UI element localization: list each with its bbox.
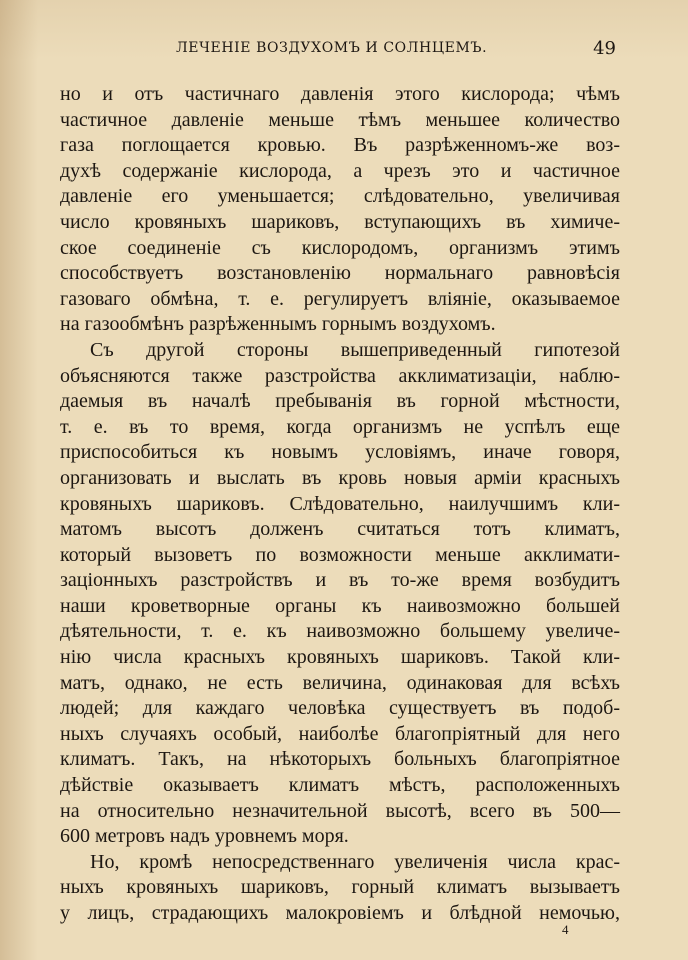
text-line: дѣйствіе оказываетъ климатъ мѣстъ, расположенныхъ [60, 774, 620, 797]
text-line: дѣятельности, т. е. къ наивозможно большему увеличе- [60, 620, 620, 643]
text-line: заціонныхъ разстройствъ и въ то-же время возбудитъ [60, 569, 620, 592]
page-number: 49 [593, 38, 616, 59]
text-line: климатъ. Такъ, на нѣкоторыхъ больныхъ благопріятное [60, 748, 620, 771]
text-line: ныхъ случаяхъ особый, наиболѣе благопріятный для него [60, 722, 620, 745]
text-line: даемыя въ началѣ пребыванія въ горной мѣстности, [60, 390, 620, 413]
text-line: на газообмѣнъ разрѣженнымъ горнымъ воздухомъ. [60, 313, 496, 336]
text-line: объясняются также разстройства акклиматизаціи, наблю- [60, 364, 620, 387]
text-line: людей; для каждаго человѣка существуетъ въ подоб- [60, 697, 620, 720]
text-line: матъ, однако, не есть величина, одинаковая для всѣхъ [60, 671, 620, 694]
text-line: у лицъ, страдающихъ малокровіемъ и блѣдной немочью, [60, 902, 620, 924]
paragraph-start-line: Но, кромѣ непосредственнаго увеличенія числа крас- [90, 850, 620, 873]
text-line: ское соединеніе съ кислородомъ, организмъ этимъ [60, 236, 620, 259]
text-line: матомъ высотъ долженъ считаться тотъ климатъ, [60, 518, 620, 541]
text-line: частичное давленіе меньше тѣмъ меньшее количество [60, 108, 620, 131]
paragraph-start-line: Съ другой стороны вышеприведенный гипотезой [90, 338, 620, 361]
text-line: наши кроветворные органы къ наивозможно большей [60, 594, 620, 617]
page-header [176, 38, 616, 60]
text-line: приспособиться къ новымъ условіямъ, иначе говоря, [60, 441, 620, 464]
text-line: духѣ содержаніе кислорода, а чрезъ это и частичное [60, 159, 620, 182]
text-line: нію числа красныхъ кровяныхъ шариковъ. Такой кли- [60, 646, 620, 669]
text-line: на относительно незначительной высотѣ, всего въ 500— [60, 799, 620, 822]
text-line: который вызоветъ по возможности меньше акклимати- [60, 543, 620, 566]
text-line: 600 метровъ надъ уровнемъ моря. [60, 825, 349, 848]
text-line: способствуетъ возстановленію нормальнаго равновѣсія [60, 262, 620, 285]
text-line: организовать и выслать въ кровь новыя арміи красныхъ [60, 466, 620, 489]
running-title: ЛЕЧЕНІЕ ВОЗДУХОМЪ И СОЛНЦЕМЪ. [176, 40, 488, 56]
text-line: газа поглощается кровью. Въ разрѣженномъ-же воз- [60, 134, 620, 157]
text-line: кровяныхъ шариковъ. Слѣдовательно, наилучшимъ кли- [60, 492, 620, 515]
text-line: газоваго обмѣна, т. е. регулируетъ вліяніе, оказываемое [60, 287, 620, 310]
text-line: давленіе его уменьшается; слѣдовательно, увеличивая [60, 185, 620, 208]
text-line: но и отъ частичнаго давленія этого кислорода; чѣмъ [60, 83, 620, 105]
text-line: ныхъ кровяныхъ шариковъ, горный климатъ вызываетъ [60, 876, 620, 899]
body-text [60, 82, 620, 927]
text-line: т. е. въ то время, когда организмъ не успѣлъ еще [60, 415, 620, 438]
text-line: число кровяныхъ шариковъ, вступающихъ въ химиче- [60, 210, 620, 233]
printer-signature-mark: 4 [562, 922, 569, 937]
